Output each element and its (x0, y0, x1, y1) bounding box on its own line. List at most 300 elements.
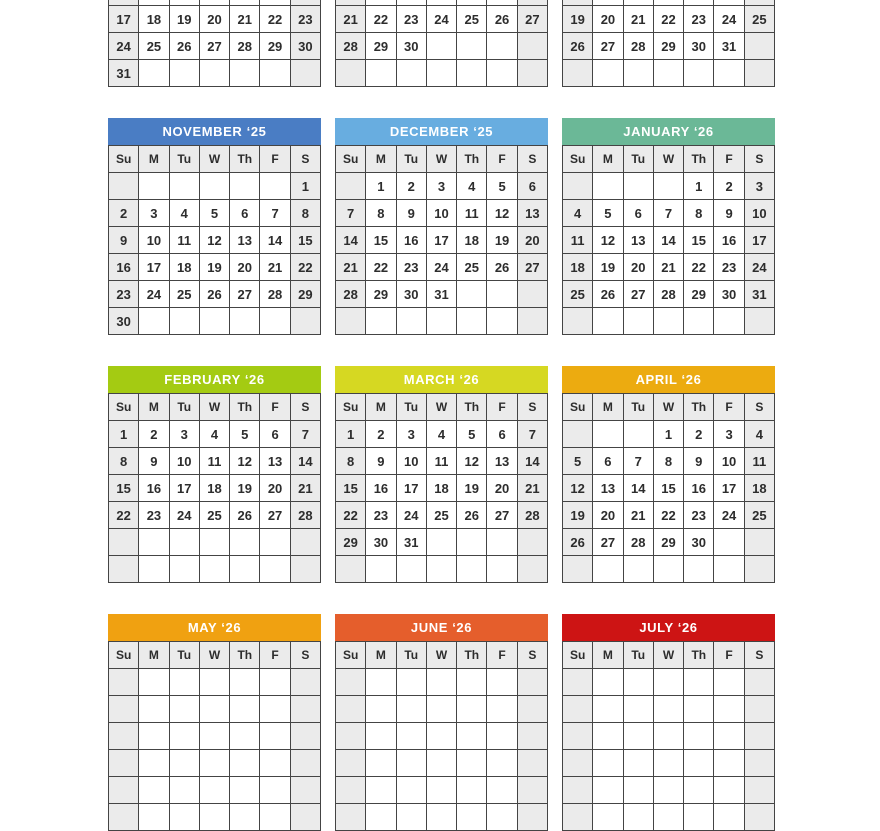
day-cell (684, 723, 713, 749)
day-cell (170, 529, 199, 555)
day-cell (109, 804, 138, 830)
day-cell (336, 804, 365, 830)
day-cell (624, 750, 653, 776)
day-cell (654, 669, 683, 695)
day-cell (260, 696, 289, 722)
weekday-label: M (593, 394, 622, 420)
day-cell (457, 750, 486, 776)
day-cell (518, 556, 547, 582)
weekday-label: M (366, 394, 395, 420)
day-cell: 25 (170, 281, 199, 307)
day-cell (397, 804, 426, 830)
day-cell (291, 777, 320, 803)
day-cell (654, 696, 683, 722)
day-cell (563, 173, 592, 199)
day-cell (654, 173, 683, 199)
day-cell (457, 529, 486, 555)
weekday-label: M (593, 642, 622, 668)
day-cell: 1 (366, 173, 395, 199)
month-title: JULY ‘26 (562, 614, 775, 641)
weekday-label: S (745, 146, 774, 172)
day-cell: 19 (563, 502, 592, 528)
day-cell: 20 (624, 254, 653, 280)
day-cell: 9 (109, 227, 138, 253)
day-cell: 21 (291, 475, 320, 501)
day-cell (200, 529, 229, 555)
day-cell: 23 (397, 6, 426, 32)
day-cell (291, 556, 320, 582)
day-cell: 10 (427, 200, 456, 226)
day-cell (593, 421, 622, 447)
day-cell (684, 556, 713, 582)
day-cell: 20 (518, 227, 547, 253)
day-cell: 12 (593, 227, 622, 253)
day-cell: 22 (654, 6, 683, 32)
day-cell: 8 (366, 200, 395, 226)
day-cell (624, 723, 653, 749)
day-cell (563, 60, 592, 86)
day-cell (624, 804, 653, 830)
day-cell (684, 777, 713, 803)
day-cell: 25 (139, 33, 168, 59)
day-cell: 30 (714, 281, 743, 307)
day-cell: 19 (487, 227, 516, 253)
day-cell: 15 (684, 227, 713, 253)
day-cell (170, 556, 199, 582)
day-cell (654, 60, 683, 86)
day-cell (714, 804, 743, 830)
month-calendar-february-26 (108, 366, 321, 583)
day-cell: 13 (624, 227, 653, 253)
day-cell: 2 (366, 421, 395, 447)
day-cell: 13 (518, 200, 547, 226)
day-cell: 27 (624, 281, 653, 307)
weekday-label: M (139, 146, 168, 172)
month-title: DECEMBER ‘25 (335, 118, 548, 145)
month-title: JUNE ‘26 (335, 614, 548, 641)
day-cell: 10 (714, 448, 743, 474)
year-calendar-grid (108, 0, 775, 831)
weekday-label: W (427, 642, 456, 668)
day-cell: 20 (593, 6, 622, 32)
day-cell (139, 669, 168, 695)
day-cell: 7 (518, 421, 547, 447)
day-cell: 13 (260, 448, 289, 474)
day-cell (593, 723, 622, 749)
day-cell (336, 556, 365, 582)
day-cell: 22 (260, 6, 289, 32)
day-cell (170, 669, 199, 695)
day-cell (336, 308, 365, 334)
day-cell (714, 308, 743, 334)
day-cell (109, 0, 138, 5)
day-cell (109, 529, 138, 555)
day-cell: 13 (230, 227, 259, 253)
day-cell: 22 (684, 254, 713, 280)
day-cell: 17 (109, 6, 138, 32)
weekday-label: Th (230, 394, 259, 420)
month-grid (335, 393, 548, 583)
day-cell (200, 777, 229, 803)
day-cell (427, 777, 456, 803)
weekday-label: S (518, 394, 547, 420)
day-cell: 8 (684, 200, 713, 226)
day-cell (260, 308, 289, 334)
day-cell (139, 723, 168, 749)
day-cell: 21 (518, 475, 547, 501)
day-cell (624, 308, 653, 334)
day-cell (487, 308, 516, 334)
day-cell: 23 (397, 254, 426, 280)
day-cell: 25 (200, 502, 229, 528)
day-cell: 24 (397, 502, 426, 528)
day-cell (427, 696, 456, 722)
day-cell: 14 (624, 475, 653, 501)
day-cell: 22 (291, 254, 320, 280)
day-cell (230, 804, 259, 830)
day-cell (593, 60, 622, 86)
month-calendar-july-26 (562, 614, 775, 831)
day-cell: 20 (260, 475, 289, 501)
day-cell: 7 (291, 421, 320, 447)
day-cell: 7 (260, 200, 289, 226)
weekday-label: W (200, 642, 229, 668)
day-cell (563, 669, 592, 695)
day-cell (563, 696, 592, 722)
day-cell (624, 696, 653, 722)
day-cell (518, 669, 547, 695)
day-cell (563, 308, 592, 334)
day-cell: 4 (563, 200, 592, 226)
day-cell (745, 696, 774, 722)
day-cell: 22 (654, 502, 683, 528)
day-cell (170, 777, 199, 803)
day-cell (745, 804, 774, 830)
day-cell (654, 723, 683, 749)
day-cell (291, 0, 320, 5)
day-cell (170, 0, 199, 5)
day-cell (397, 696, 426, 722)
weekday-label: Tu (170, 394, 199, 420)
day-cell: 9 (684, 448, 713, 474)
weekday-label: Tu (397, 642, 426, 668)
day-cell (624, 421, 653, 447)
day-cell: 27 (593, 33, 622, 59)
weekday-label: W (200, 146, 229, 172)
day-cell: 3 (397, 421, 426, 447)
month-calendar-may-26 (108, 614, 321, 831)
weekday-label: Tu (397, 394, 426, 420)
day-cell: 20 (487, 475, 516, 501)
day-cell: 21 (260, 254, 289, 280)
day-cell: 8 (109, 448, 138, 474)
day-cell: 30 (684, 529, 713, 555)
weekday-label: F (487, 394, 516, 420)
day-cell: 5 (487, 173, 516, 199)
day-cell: 15 (291, 227, 320, 253)
day-cell (427, 750, 456, 776)
weekday-label: Tu (170, 146, 199, 172)
day-cell: 25 (457, 6, 486, 32)
day-cell: 30 (397, 281, 426, 307)
day-cell: 24 (427, 254, 456, 280)
day-cell: 11 (170, 227, 199, 253)
month-grid (335, 0, 548, 87)
day-cell: 15 (336, 475, 365, 501)
day-cell: 27 (260, 502, 289, 528)
weekday-label: S (745, 642, 774, 668)
day-cell: 25 (563, 281, 592, 307)
weekday-label: Su (336, 642, 365, 668)
day-cell: 31 (714, 33, 743, 59)
month-calendar-april-26 (562, 366, 775, 583)
day-cell (745, 750, 774, 776)
day-cell (230, 529, 259, 555)
day-cell (654, 777, 683, 803)
day-cell (745, 0, 774, 5)
day-cell: 17 (427, 227, 456, 253)
day-cell (260, 669, 289, 695)
day-cell: 14 (291, 448, 320, 474)
day-cell (457, 0, 486, 5)
day-cell (291, 723, 320, 749)
day-cell (427, 60, 456, 86)
weekday-label: S (291, 146, 320, 172)
day-cell: 7 (624, 448, 653, 474)
day-cell: 28 (230, 33, 259, 59)
day-cell (745, 33, 774, 59)
weekday-label: Tu (170, 642, 199, 668)
day-cell (563, 750, 592, 776)
day-cell (291, 804, 320, 830)
day-cell: 1 (654, 421, 683, 447)
day-cell (654, 556, 683, 582)
day-cell: 17 (397, 475, 426, 501)
month-title: APRIL ‘26 (562, 366, 775, 393)
day-cell: 6 (487, 421, 516, 447)
day-cell: 5 (563, 448, 592, 474)
day-cell (487, 0, 516, 5)
day-cell: 18 (139, 6, 168, 32)
day-cell (654, 0, 683, 5)
day-cell: 18 (427, 475, 456, 501)
month-calendar-january-26 (562, 118, 775, 335)
day-cell (366, 723, 395, 749)
day-cell: 10 (745, 200, 774, 226)
day-cell (366, 669, 395, 695)
day-cell: 19 (593, 254, 622, 280)
day-cell: 12 (487, 200, 516, 226)
weekday-label: Su (109, 394, 138, 420)
day-cell (291, 669, 320, 695)
day-cell (336, 696, 365, 722)
day-cell (487, 281, 516, 307)
day-cell (518, 281, 547, 307)
day-cell: 28 (260, 281, 289, 307)
day-cell: 30 (366, 529, 395, 555)
day-cell: 3 (170, 421, 199, 447)
day-cell (745, 308, 774, 334)
day-cell (714, 696, 743, 722)
day-cell: 29 (336, 529, 365, 555)
weekday-label: Su (563, 642, 592, 668)
day-cell: 31 (427, 281, 456, 307)
day-cell: 27 (518, 6, 547, 32)
day-cell (487, 60, 516, 86)
day-cell: 22 (336, 502, 365, 528)
day-cell: 20 (593, 502, 622, 528)
day-cell (336, 723, 365, 749)
day-cell (684, 750, 713, 776)
day-cell (745, 723, 774, 749)
day-cell: 21 (624, 6, 653, 32)
day-cell (230, 669, 259, 695)
day-cell: 24 (109, 33, 138, 59)
day-cell: 23 (684, 502, 713, 528)
day-cell (563, 0, 592, 5)
day-cell (518, 60, 547, 86)
day-cell (200, 804, 229, 830)
day-cell: 12 (200, 227, 229, 253)
day-cell (200, 0, 229, 5)
day-cell (518, 529, 547, 555)
day-cell (260, 723, 289, 749)
day-cell: 10 (170, 448, 199, 474)
day-cell (714, 529, 743, 555)
day-cell (563, 804, 592, 830)
day-cell (366, 804, 395, 830)
weekday-label: Su (563, 146, 592, 172)
day-cell (336, 750, 365, 776)
weekday-label: Th (230, 642, 259, 668)
day-cell: 8 (654, 448, 683, 474)
weekday-label: Th (684, 642, 713, 668)
month-grid (562, 393, 775, 583)
day-cell (291, 308, 320, 334)
day-cell (427, 529, 456, 555)
day-cell: 11 (457, 200, 486, 226)
day-cell (654, 308, 683, 334)
weekday-label: Su (336, 394, 365, 420)
day-cell (230, 750, 259, 776)
day-cell (563, 556, 592, 582)
day-cell: 23 (714, 254, 743, 280)
day-cell (593, 0, 622, 5)
day-cell: 5 (200, 200, 229, 226)
day-cell (457, 696, 486, 722)
day-cell (427, 669, 456, 695)
day-cell (593, 696, 622, 722)
day-cell (487, 723, 516, 749)
day-cell: 4 (745, 421, 774, 447)
day-cell: 27 (487, 502, 516, 528)
day-cell: 26 (487, 254, 516, 280)
day-cell: 12 (563, 475, 592, 501)
day-cell (230, 723, 259, 749)
day-cell (109, 669, 138, 695)
day-cell (593, 804, 622, 830)
day-cell: 27 (593, 529, 622, 555)
day-cell (518, 308, 547, 334)
weekday-label: S (518, 642, 547, 668)
weekday-label: W (654, 642, 683, 668)
day-cell (170, 696, 199, 722)
day-cell: 4 (457, 173, 486, 199)
day-cell (260, 777, 289, 803)
day-cell: 27 (200, 33, 229, 59)
day-cell (336, 777, 365, 803)
day-cell (745, 777, 774, 803)
day-cell: 30 (684, 33, 713, 59)
day-cell: 30 (109, 308, 138, 334)
day-cell (654, 750, 683, 776)
day-cell: 10 (397, 448, 426, 474)
day-cell: 6 (260, 421, 289, 447)
weekday-label: F (487, 146, 516, 172)
day-cell: 27 (230, 281, 259, 307)
day-cell (563, 723, 592, 749)
month-calendar-august-25 (108, 0, 321, 87)
day-cell (624, 173, 653, 199)
day-cell (593, 669, 622, 695)
day-cell: 26 (563, 529, 592, 555)
day-cell (714, 750, 743, 776)
day-cell: 16 (366, 475, 395, 501)
day-cell: 8 (291, 200, 320, 226)
day-cell: 14 (260, 227, 289, 253)
day-cell (260, 60, 289, 86)
day-cell: 24 (139, 281, 168, 307)
day-cell (427, 33, 456, 59)
day-cell: 5 (593, 200, 622, 226)
day-cell: 11 (745, 448, 774, 474)
month-grid (335, 145, 548, 335)
day-cell (200, 556, 229, 582)
day-cell (397, 669, 426, 695)
day-cell: 24 (714, 6, 743, 32)
day-cell (457, 723, 486, 749)
day-cell: 26 (457, 502, 486, 528)
day-cell: 15 (366, 227, 395, 253)
day-cell (109, 173, 138, 199)
day-cell (200, 173, 229, 199)
day-cell: 29 (654, 529, 683, 555)
day-cell: 26 (230, 502, 259, 528)
day-cell: 28 (624, 33, 653, 59)
day-cell: 21 (624, 502, 653, 528)
day-cell (170, 750, 199, 776)
day-cell: 16 (397, 227, 426, 253)
day-cell (291, 696, 320, 722)
day-cell (624, 60, 653, 86)
day-cell (684, 696, 713, 722)
month-title: FEBRUARY ‘26 (108, 366, 321, 393)
weekday-label: M (366, 642, 395, 668)
day-cell: 4 (200, 421, 229, 447)
day-cell (336, 173, 365, 199)
day-cell (518, 804, 547, 830)
weekday-label: M (366, 146, 395, 172)
day-cell (230, 696, 259, 722)
day-cell: 23 (139, 502, 168, 528)
weekday-label: Tu (397, 146, 426, 172)
day-cell (397, 556, 426, 582)
day-cell (654, 804, 683, 830)
day-cell: 15 (109, 475, 138, 501)
day-cell: 14 (336, 227, 365, 253)
day-cell: 9 (366, 448, 395, 474)
day-cell (427, 556, 456, 582)
